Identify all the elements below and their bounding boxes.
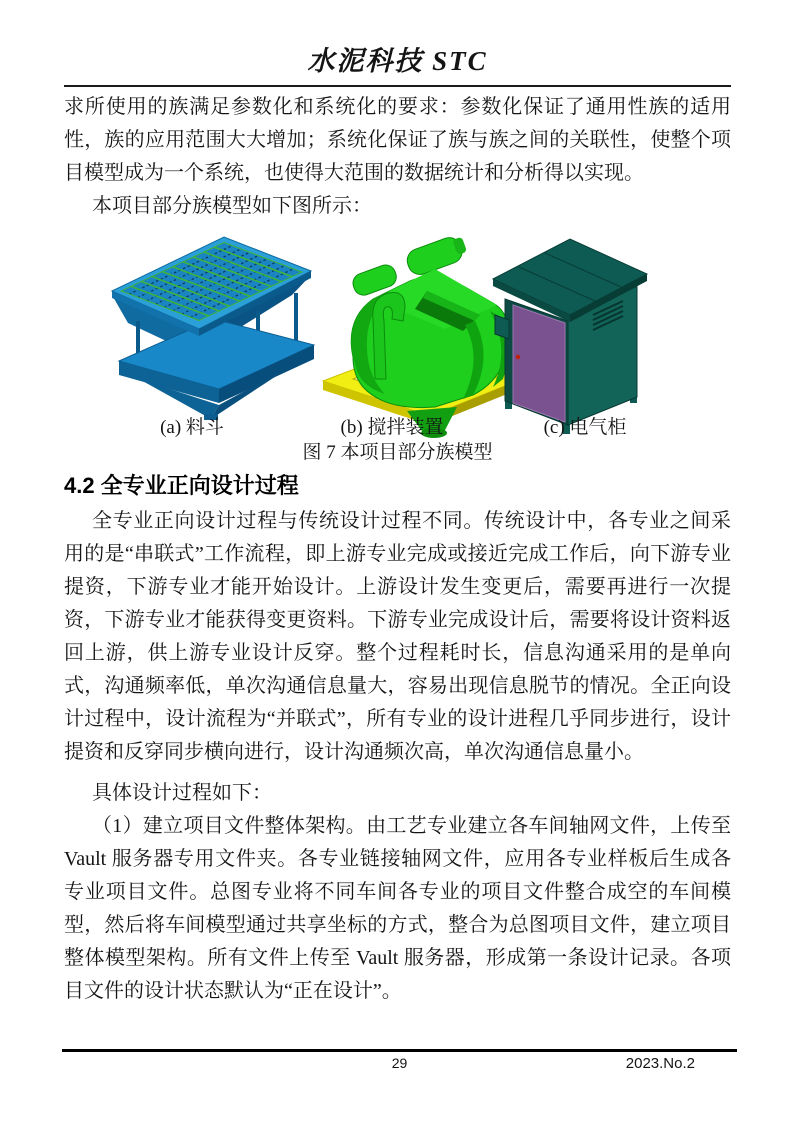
figure-caption-b: (b) 搅拌装置: [340, 417, 444, 438]
paragraph-figure-intro: 本项目部分族模型如下图所示：: [92, 195, 372, 217]
cabinet-model-image: [475, 229, 665, 441]
footer-row: [62, 1055, 737, 1072]
hopper-model-image: [84, 229, 329, 421]
page-footer: [62, 1049, 737, 1072]
page-number: 29: [391, 1055, 408, 1071]
footer-rule: [62, 1049, 737, 1052]
figure-7: [64, 229, 731, 441]
paragraph-continuation: 求所使用的族满足参数化和系统化的要求：参数化保证了通用性族的适用性，族的应用范围大大增加；系统化保证了族与族之间的关联性，使整个项目模型成为一个系统，也使得大范围的数据统计和分析得以实现。: [64, 96, 731, 184]
section-heading-4-2: 4.2 全专业正向设计过程: [64, 473, 299, 498]
paragraph-design-process: 全专业正向设计过程与传统设计过程不同。传统设计中，各专业之间采用的是“串联式”工作流程，即上游专业完成或接近完成工作后，向下游专业提资，下游专业才能开始设计。上游设计发生变更后，需要再进行一次提资，下游专业才能获得变更资料。下游专业完成设计后，需要将设计资料返回上游，供上游专业设计反穿。整个过程耗时长，信息沟通采用的是单向式，沟通频率低，单次沟通信息量大，容易出现信息脱节的情况。全正向设计过程中，设计流程为“并联式”，所有专业的设计进程几乎同步进行，设计提资和反穿同步横向进行，设计沟通频次高，单次沟通信息量小。: [64, 510, 731, 763]
journal-title: 水泥科技 STC: [307, 46, 488, 76]
body-text: [64, 91, 731, 223]
figure-title: 图 7 本项目部分族模型: [302, 442, 493, 463]
figure-caption-a: (a) 料斗: [160, 417, 224, 438]
figure-caption-c: (c) 电气柜: [543, 417, 627, 438]
issue-label: 2023.No.2: [625, 1055, 695, 1072]
page-content: [64, 0, 731, 1008]
paragraph-step-1: （1）建立项目文件整体架构。由工艺专业建立各车间轴网文件，上传至 Vault 服务器专用文件夹。各专业链接轴网文件，应用各专业样板后生成各专业项目文件。总图专业将不同车间各专业的项目文件整合成空的车间模型，然后将车间模型通过共享坐标的方式，整合为总图项目文件，建立项目整体模型架构。所有文件上传至 Vault 服务器，形成第一条设计记录。各项目文件的设计状态默认为“正在设计”。: [64, 815, 731, 1002]
paragraph-steps-intro: 具体设计过程如下：: [92, 782, 272, 804]
section-body-text: [64, 505, 731, 1008]
header-rule: [64, 85, 731, 87]
